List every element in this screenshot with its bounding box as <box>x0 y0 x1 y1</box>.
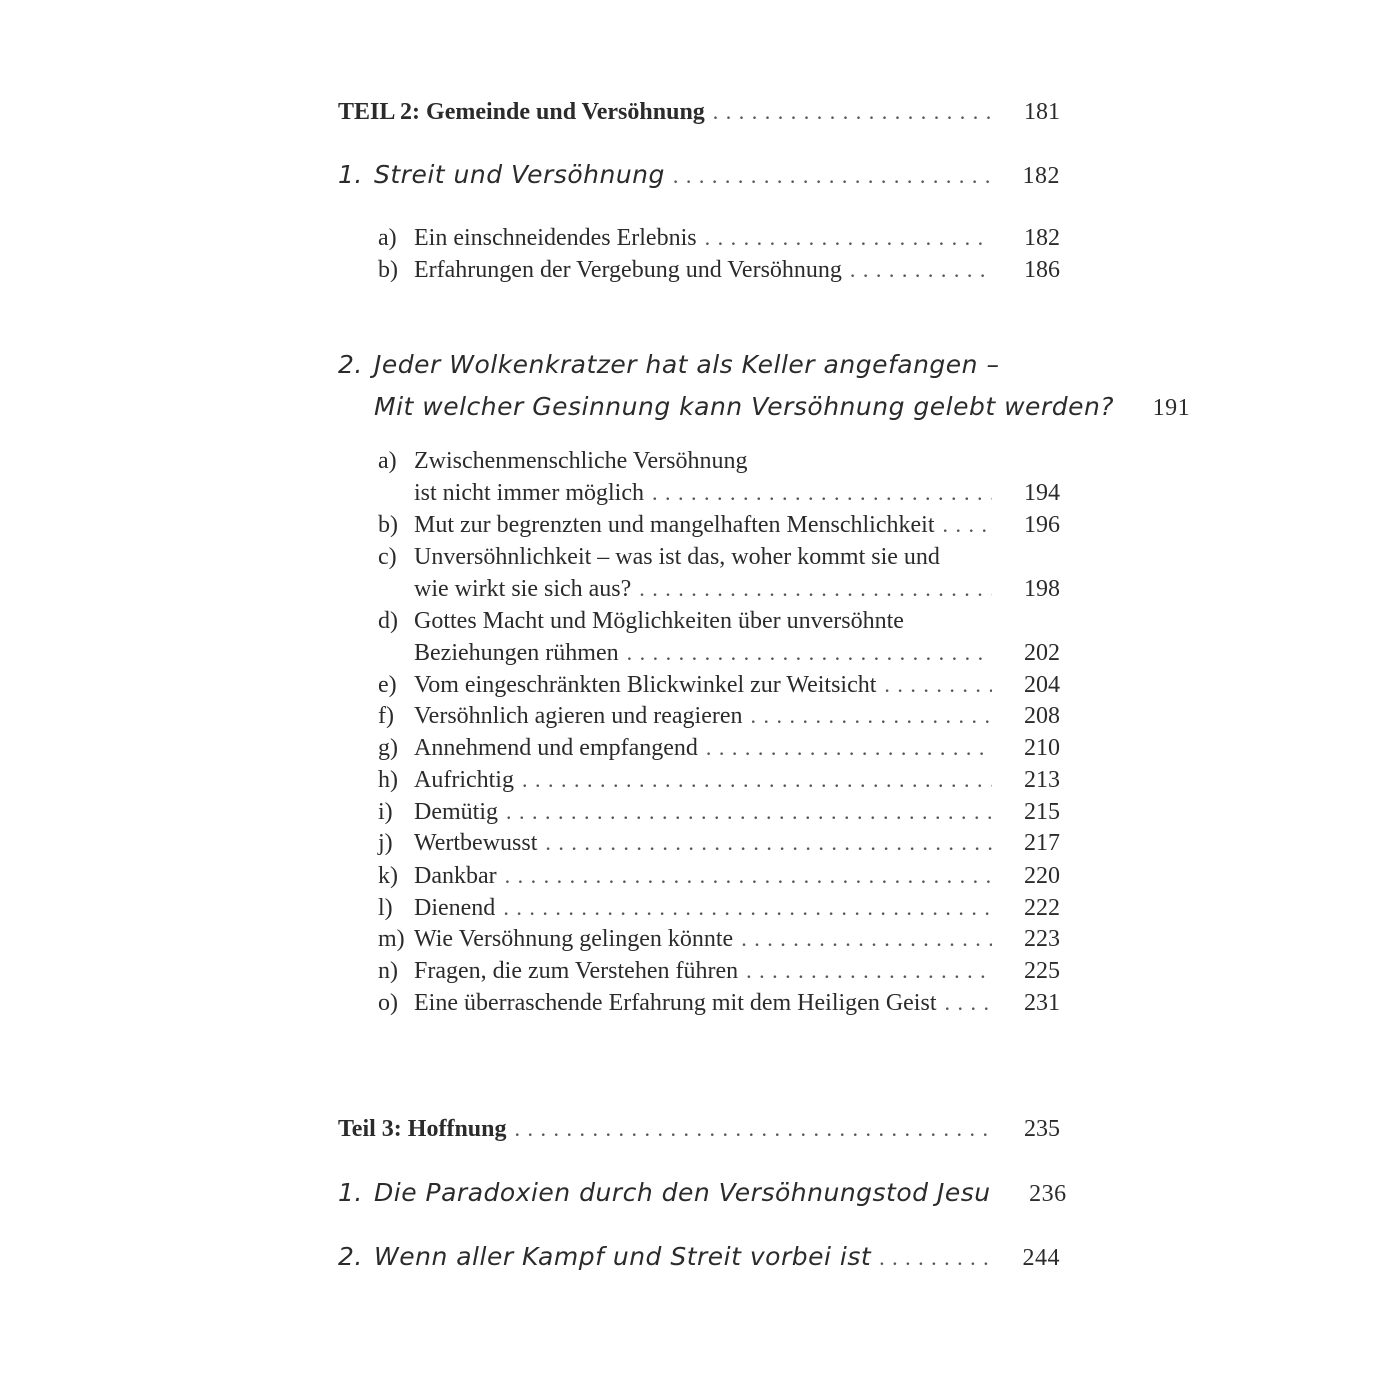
toc-entry-2o <box>378 986 1060 1020</box>
toc-page-number: 210 <box>1024 735 1060 761</box>
item-label: n) <box>378 958 398 984</box>
item-label: g) <box>378 735 398 761</box>
toc-page-number: 222 <box>1024 895 1060 921</box>
toc-page-number: 236 <box>1029 1181 1067 1207</box>
toc-entry-1b <box>378 253 1060 287</box>
toc-page-number: 213 <box>1024 767 1060 793</box>
toc-page-number: 186 <box>1024 257 1060 283</box>
toc-entry-title: Streit und Versöhnung <box>374 160 665 189</box>
toc-page-number: 235 <box>1024 1116 1060 1142</box>
item-label: a) <box>378 448 397 474</box>
dot-leader <box>879 1241 992 1275</box>
toc-entry-part2 <box>338 95 1060 129</box>
dot-leader <box>506 795 992 829</box>
toc-page-number: 208 <box>1024 703 1060 729</box>
item-label: j) <box>378 830 393 856</box>
toc-page-number: 181 <box>1024 99 1060 125</box>
toc-page-number: 231 <box>1024 990 1060 1016</box>
toc-entry-title: Wie Versöhnung gelingen könnte <box>414 926 734 952</box>
item-label: d) <box>378 608 398 634</box>
item-label: b) <box>378 257 398 283</box>
toc-entry-title: Dienend <box>414 895 496 921</box>
toc-entry-title: Eine überraschende Erfahrung mit dem Heiligen Geist <box>414 990 937 1016</box>
dot-leader <box>713 95 992 129</box>
toc-entry-title: wie wirkt sie sich aus? <box>414 576 632 602</box>
toc-page-number: 198 <box>1024 576 1060 602</box>
toc-entry-2h <box>378 763 1060 797</box>
item-label: c) <box>378 544 397 570</box>
toc-entry-2e <box>378 668 1060 702</box>
toc-entry-title: Mit welcher Gesinnung kann Versöhnung gelebt werden? <box>374 392 1115 421</box>
toc-entry-2d <box>414 636 1060 670</box>
toc-page-number: 223 <box>1024 926 1060 952</box>
toc-page-number: 220 <box>1024 863 1060 889</box>
dot-leader <box>514 1112 992 1146</box>
toc-page-number: 196 <box>1024 512 1060 538</box>
toc-page-number: 202 <box>1024 640 1060 666</box>
toc-entry-part3-chapter-2 <box>338 1240 1060 1274</box>
toc-entry-title: Vom eingeschränkten Blickwinkel zur Weitsicht <box>414 672 877 698</box>
dot-leader <box>639 572 992 606</box>
toc-entry-title: Die Paradoxien durch den Versöhnungstod Jesu <box>374 1178 991 1207</box>
item-label: l) <box>378 895 393 921</box>
toc-entry-part3 <box>338 1112 1060 1146</box>
toc-entry-2i <box>378 795 1060 829</box>
toc-entry-2l <box>378 891 1060 925</box>
toc-entry-2m <box>378 922 1060 956</box>
toc-entry-title: Demütig <box>414 799 498 825</box>
toc-entry-2f <box>378 699 1060 733</box>
toc-entry-title: Ein einschneidendes Erlebnis <box>414 225 697 251</box>
toc-entry-title: Aufrichtig <box>414 767 514 793</box>
chapter-number: 2. <box>338 1242 363 1271</box>
toc-entry-part3-chapter-1 <box>338 1176 1067 1210</box>
dot-leader <box>944 986 992 1020</box>
toc-page-number: 215 <box>1024 799 1060 825</box>
item-label: m) <box>378 926 405 952</box>
dot-leader <box>505 859 992 893</box>
toc-entry-title: Gottes Macht und Möglichkeiten über unversöhnte <box>414 608 904 634</box>
toc-page-number: 191 <box>1152 395 1191 421</box>
toc-entry-title: Dankbar <box>414 863 497 889</box>
item-label: h) <box>378 767 398 793</box>
item-label: i) <box>378 799 393 825</box>
toc-entry-2a-line1 <box>378 444 747 478</box>
dot-leader <box>706 731 992 765</box>
dot-leader <box>503 891 992 925</box>
toc-entry-2c-line1 <box>378 540 940 574</box>
dot-leader <box>705 221 992 255</box>
dot-leader <box>627 636 992 670</box>
item-label: b) <box>378 512 398 538</box>
toc-entry-2a <box>414 476 1060 510</box>
toc-entry-title: Wenn aller Kampf und Streit vorbei ist <box>374 1242 872 1271</box>
item-label: k) <box>378 863 398 889</box>
toc-page-number: 182 <box>1024 225 1060 251</box>
toc-entry-title: Beziehungen rühmen <box>414 640 619 666</box>
toc-entry-title: Zwischenmenschliche Versöhnung <box>414 448 748 474</box>
toc-page-number: 204 <box>1024 672 1060 698</box>
dot-leader <box>884 668 992 702</box>
toc-entry-title: Versöhnlich agieren und reagieren <box>414 703 743 729</box>
chapter-number: 1. <box>338 160 363 189</box>
dot-leader <box>751 699 992 733</box>
chapter-number: 1. <box>338 1178 363 1207</box>
toc-entry-2n <box>378 954 1060 988</box>
toc-entry-title: ist nicht immer möglich <box>414 480 644 506</box>
dot-leader <box>545 826 992 860</box>
toc-entry-title: Erfahrungen der Vergebung und Versöhnung <box>414 257 842 283</box>
dot-leader <box>673 159 992 193</box>
toc-entry-title: Wertbewusst <box>414 830 538 856</box>
dot-leader <box>850 253 992 287</box>
dot-leader <box>741 922 992 956</box>
chapter-number: 2. <box>338 350 363 379</box>
toc-page-number: 244 <box>1022 1245 1060 1271</box>
toc-entry-title: Fragen, die zum Verstehen führen <box>414 958 739 984</box>
toc-entry-1a <box>378 221 1060 255</box>
toc-page-number: 225 <box>1024 958 1060 984</box>
toc-entry-title: Teil 3: Hoffnung <box>338 1116 507 1142</box>
item-label: o) <box>378 990 398 1016</box>
toc-entry-title: Mut zur begrenzten und mangelhaften Menschlichkeit <box>414 512 935 538</box>
toc-entry-2b <box>378 508 1060 542</box>
toc-entry-2k <box>378 859 1060 893</box>
item-label: e) <box>378 672 397 698</box>
toc-entry-2j <box>378 826 1060 860</box>
toc-entry-2d-line1 <box>378 604 904 638</box>
toc-page-number: 194 <box>1024 480 1060 506</box>
toc-entry-chapter-2 <box>374 390 1191 424</box>
dot-leader <box>652 476 992 510</box>
dot-leader <box>746 954 992 988</box>
toc-entry-title: Unversöhnlichkeit – was ist das, woher kommt sie und <box>414 544 940 570</box>
toc-entry-chapter-1 <box>338 158 1060 192</box>
toc-entry-title: Annehmend und empfangend <box>414 735 698 761</box>
toc-entry-title: Jeder Wolkenkratzer hat als Keller angefangen – <box>374 350 1000 379</box>
toc-entry-2c <box>414 572 1060 606</box>
toc-entry-title: TEIL 2: Gemeinde und Versöhnung <box>338 99 705 125</box>
toc-page-number: 217 <box>1024 830 1060 856</box>
toc-entry-2g <box>378 731 1060 765</box>
item-label: f) <box>378 703 394 729</box>
dot-leader <box>522 763 992 797</box>
toc-page-number: 182 <box>1022 163 1060 189</box>
toc-entry-chapter-2-line1 <box>338 348 999 382</box>
item-label: a) <box>378 225 397 251</box>
dot-leader <box>943 508 993 542</box>
